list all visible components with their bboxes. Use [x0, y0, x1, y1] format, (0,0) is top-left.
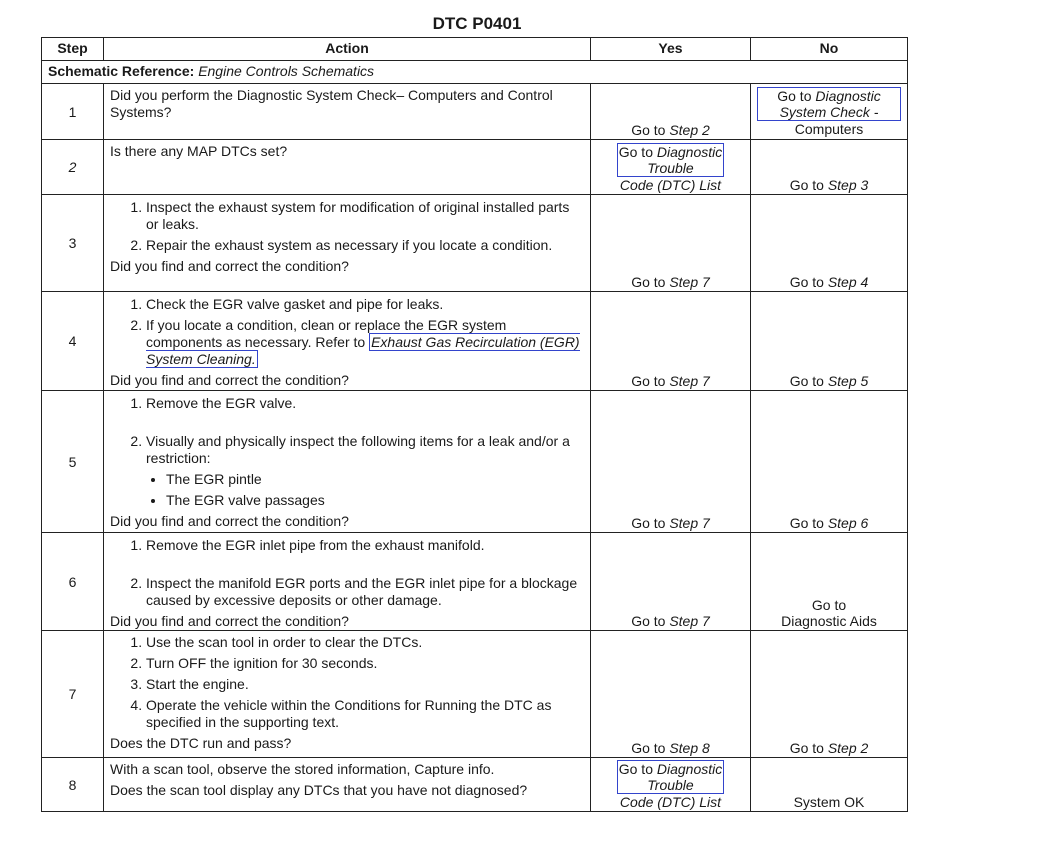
- question: Did you find and correct the condition?: [110, 613, 349, 629]
- yes-step-link[interactable]: Step 2: [669, 122, 710, 138]
- yes-step-link[interactable]: Step 7: [669, 613, 710, 629]
- bullet-item: • The EGR pintle: [166, 469, 584, 490]
- step-number: 2: [42, 140, 104, 195]
- yes-cell: [591, 140, 751, 195]
- list-item: 1. Remove the EGR inlet pipe from the exhaust manifold.: [146, 537, 584, 554]
- table-row: [42, 84, 908, 140]
- question: Did you perform the Diagnostic System Check– Computers and Control Systems?: [110, 87, 553, 120]
- list-item: 2. Visually and physically inspect the following items for a leak and/or a restriction: • The EGR pintle • The EGR valve passages: [146, 433, 584, 511]
- list-item: 2. Turn OFF the ignition for 30 seconds.: [146, 655, 584, 672]
- no-cell: Go to Diagnostic Aids: [751, 533, 908, 631]
- diagnostic-table: [41, 37, 908, 812]
- system-ok-text: System OK: [793, 794, 865, 810]
- action-cell: [104, 533, 591, 631]
- yes-step-link[interactable]: Step 7: [669, 274, 710, 290]
- list-item: 1. Inspect the exhaust system for modification of original installed parts or leaks.: [146, 199, 584, 233]
- question: Does the scan tool display any DTCs that you have not diagnosed?: [110, 782, 528, 798]
- page-title: DTC P0401: [432, 14, 522, 33]
- egr-cleaning-link[interactable]: Exhaust Gas Recirculation (EGR) System Cleaning.: [146, 334, 580, 367]
- action-list: [110, 296, 584, 368]
- yes-cell: Go to Step 7: [591, 195, 751, 292]
- table-row: [42, 758, 908, 812]
- table-row: [42, 391, 908, 533]
- list-item: 4. Operate the vehicle within the Conditions for Running the DTC as specified in the supporting text.: [146, 697, 584, 731]
- diagnostic-system-check-link[interactable]: Go to Diagnostic System Check -: [757, 87, 901, 121]
- question: Does the DTC run and pass?: [110, 735, 292, 751]
- list-item: 2. Repair the exhaust system as necessary if you locate a condition.: [146, 237, 584, 254]
- action-cell: [104, 631, 591, 758]
- schematic-label: Schematic Reference:: [48, 63, 195, 79]
- dtc-list-link[interactable]: Go to Diagnostic Trouble: [618, 144, 723, 176]
- yes-cell: Go to Step 8: [591, 631, 751, 758]
- action-cell: [104, 758, 591, 812]
- no-cell: Go to Step 2: [751, 631, 908, 758]
- dtc-list-link-tail[interactable]: Code (DTC) List: [619, 177, 722, 193]
- no-step-link[interactable]: Step 3: [827, 177, 869, 193]
- list-item: 2. Inspect the manifold EGR ports and the EGR inlet pipe for a blockage caused by excessive deposits or other damage.: [146, 575, 584, 609]
- table-row: [42, 533, 908, 631]
- no-cell: [751, 84, 908, 140]
- yes-cell: Go to Step 7: [591, 391, 751, 533]
- step-number: 7: [42, 631, 104, 758]
- table-row: [42, 140, 908, 195]
- question: Did you find and correct the condition?: [110, 513, 349, 529]
- no-suffix: Computers: [794, 121, 864, 137]
- no-cell: [751, 758, 908, 812]
- action-list: [110, 537, 584, 609]
- dtc-list-link[interactable]: Go to Diagnostic Trouble: [618, 761, 723, 793]
- table-row: [42, 195, 908, 292]
- question: Is there any MAP DTCs set?: [110, 143, 288, 159]
- instruction-line: With a scan tool, observe the stored information, Capture info.: [110, 761, 495, 777]
- list-item: 1. Check the EGR valve gasket and pipe for leaks.: [146, 296, 584, 313]
- question: Did you find and correct the condition?: [110, 258, 349, 274]
- bullet-item: • The EGR valve passages: [166, 490, 584, 511]
- yes-cell: Go to Step 7: [591, 533, 751, 631]
- schematic-value: Engine Controls Schematics: [198, 63, 375, 79]
- no-step-link[interactable]: Step 4: [827, 274, 869, 290]
- yes-step-link[interactable]: Step 7: [669, 373, 710, 389]
- no-step-link[interactable]: Step 6: [827, 515, 869, 531]
- question: Did you find and correct the condition?: [110, 372, 349, 388]
- list-item: 2. If you locate a condition, clean or replace the EGR system components as necessary. Refer to Exhaust Gas Recirculation (EGR) System Cleaning.: [146, 317, 584, 368]
- step-number: 8: [42, 758, 104, 812]
- step-number: 4: [42, 292, 104, 391]
- list-item: 1. Remove the EGR valve.: [146, 395, 584, 412]
- action-cell: [104, 140, 591, 195]
- action-list: [110, 395, 584, 511]
- bullet-list: [146, 469, 584, 511]
- no-cell: Go to Step 6: [751, 391, 908, 533]
- schematic-reference: [42, 61, 908, 84]
- yes-step-link[interactable]: Step 8: [669, 740, 710, 756]
- action-list: [110, 634, 584, 731]
- dtc-list-link-tail[interactable]: Code (DTC) List: [619, 794, 722, 810]
- yes-cell: Go to Step 7: [591, 292, 751, 391]
- list-item: 1. Use the scan tool in order to clear the DTCs.: [146, 634, 584, 651]
- no-cell: Go to Step 5: [751, 292, 908, 391]
- no-step-link[interactable]: Step 2: [827, 740, 869, 756]
- no-cell: Go to Step 4: [751, 195, 908, 292]
- list-item: 3. Start the engine.: [146, 676, 584, 693]
- step-number: 1: [42, 84, 104, 140]
- header-no: No: [751, 38, 908, 61]
- action-cell: [104, 84, 591, 140]
- table-row: [42, 292, 908, 391]
- yes-step-link[interactable]: Step 7: [669, 515, 710, 531]
- no-cell: Go to Step 3: [751, 140, 908, 195]
- header-yes: Yes: [591, 38, 751, 61]
- yes-prefix: Go to: [631, 122, 666, 138]
- step-number: 5: [42, 391, 104, 533]
- yes-cell: [591, 758, 751, 812]
- header-step: Step: [42, 38, 104, 61]
- header-row: [42, 38, 908, 61]
- yes-cell: [591, 84, 751, 140]
- schematic-row: [42, 61, 908, 84]
- step-number: 3: [42, 195, 104, 292]
- header-action: Action: [104, 38, 591, 61]
- diagnostic-aids-link[interactable]: Diagnostic Aids: [781, 613, 877, 629]
- action-cell: [104, 391, 591, 533]
- action-list: [110, 199, 584, 254]
- table-row: [42, 631, 908, 758]
- action-cell: [104, 195, 591, 292]
- action-cell: [104, 292, 591, 391]
- step-number: 6: [42, 533, 104, 631]
- no-step-link[interactable]: Step 5: [827, 373, 869, 389]
